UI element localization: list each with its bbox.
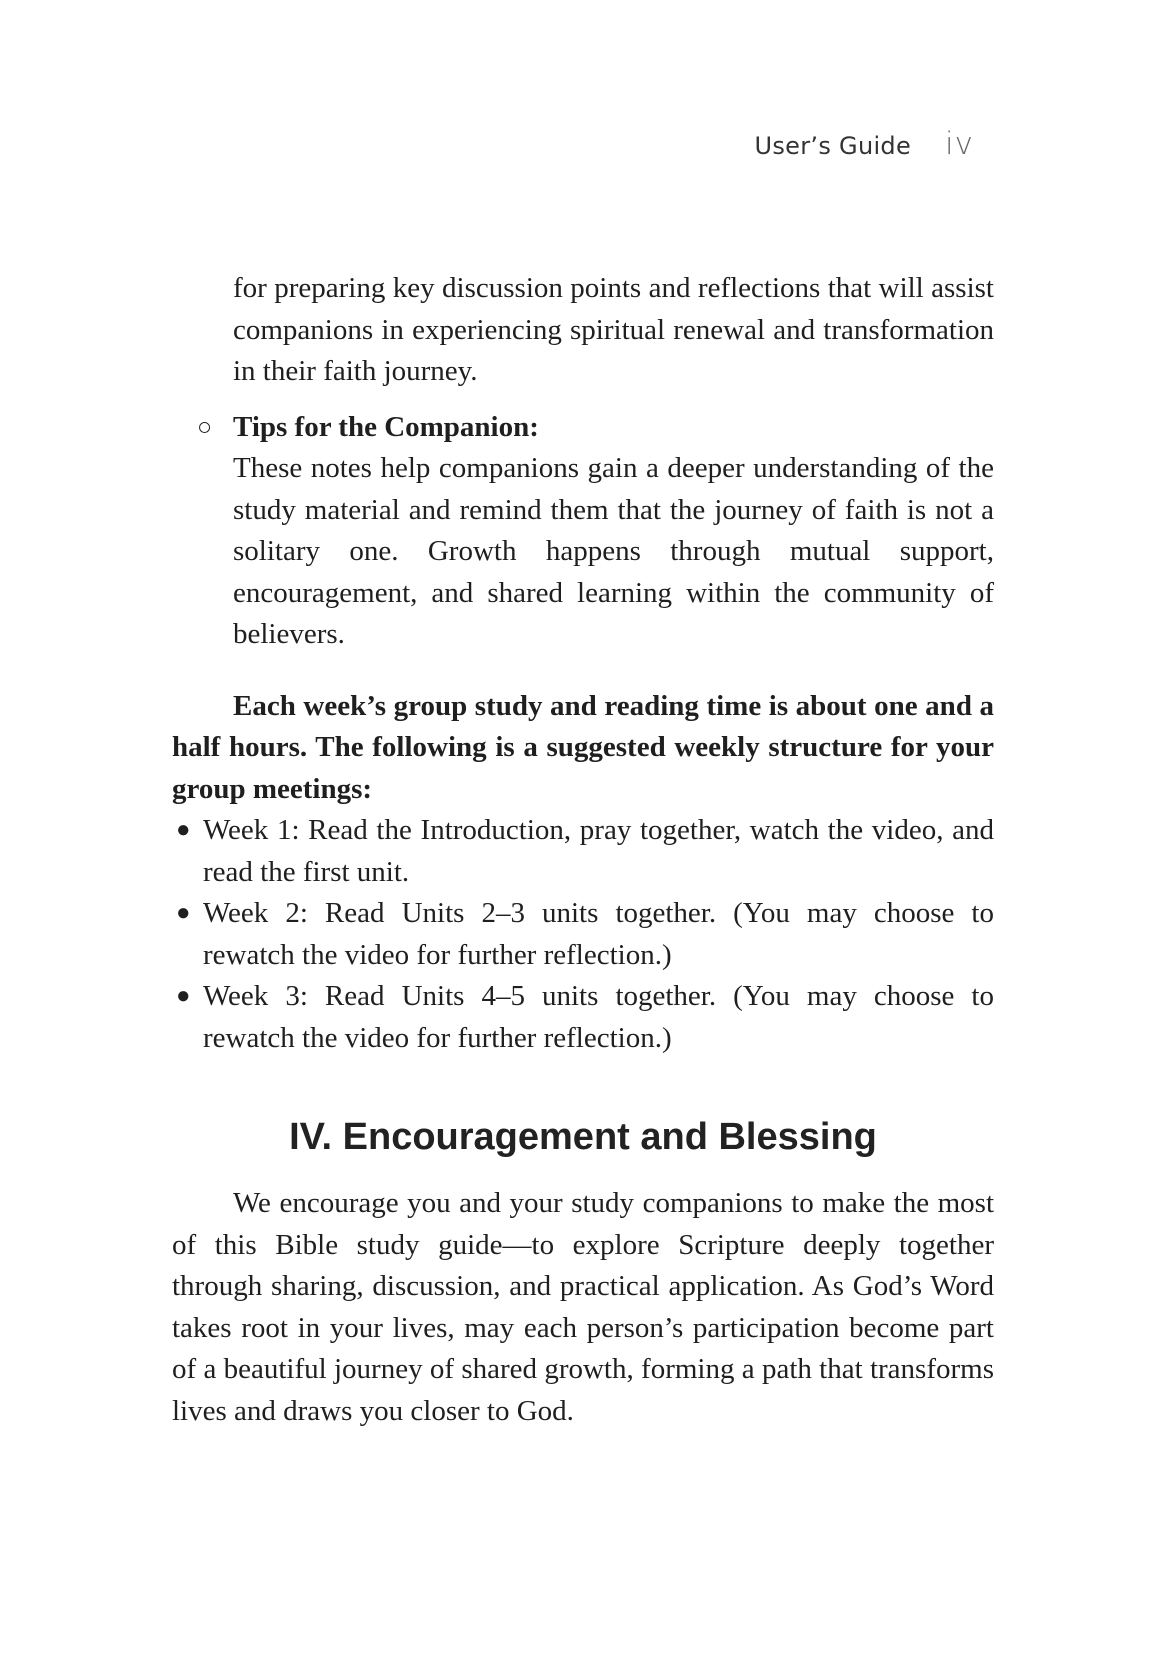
running-header (754, 126, 974, 162)
week-text: Week 1: Read the Introduction, pray together, watch the video, and read the first unit. (203, 814, 994, 888)
bullet-icon: ● (176, 900, 191, 926)
page-number: iv (945, 126, 974, 162)
tips-item (197, 407, 994, 656)
bullet-icon: ● (176, 983, 191, 1009)
weekly-schedule-list (172, 810, 994, 1059)
header-title: User’s Guide (754, 132, 912, 160)
continued-paragraph: for preparing key discussion points and reflections that will assist companions in experiencing spiritual renewal and transformation in their faith journey. (233, 272, 994, 387)
section-body: We encourage you and your study companions to make the most of this Bible study guide—to explore Scripture deeply together through sharing, discussion, and practical application. As God’s Word takes root in your lives, may each person’s participation become part of a beautiful journey of shared growth, forming a path that transforms lives and draws you closer to God. (172, 1187, 994, 1427)
page-body (172, 268, 994, 1432)
tips-body: These notes help companions gain a deeper understanding of the study material and remind them that the journey of faith is not a solitary one. Growth happens through mutual support, encouragement, and shared learning within the community of believers. (233, 452, 994, 650)
week-text: Week 3: Read Units 4–5 units together. (You may choose to rewatch the video for further reflection.) (203, 980, 994, 1054)
section-heading: IV. Encouragement and Blessing (289, 1116, 877, 1158)
list-item (172, 893, 994, 976)
tips-title: Tips for the Companion: (233, 410, 539, 443)
bullet-icon: ● (176, 817, 191, 843)
schedule-intro: Each week’s group study and reading time is about one and a half hours. The following is a suggested weekly structure for your group meetings: (172, 689, 994, 805)
list-item (172, 810, 994, 893)
week-text: Week 2: Read Units 2–3 units together. (You may choose to rewatch the video for further reflection.) (203, 897, 994, 971)
list-item (172, 976, 994, 1059)
hollow-bullet-icon: ○ (197, 413, 213, 441)
